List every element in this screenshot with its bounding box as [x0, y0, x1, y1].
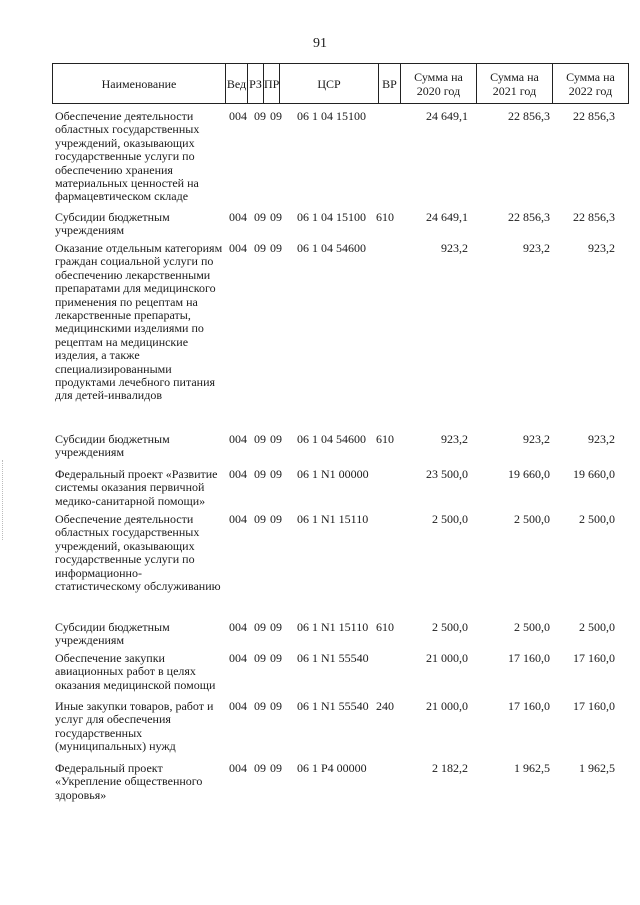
row-vr: 610 [376, 210, 394, 224]
row-pr: 09 [270, 620, 282, 634]
header-sum-2020: Сумма на 2020 год [401, 64, 477, 104]
row-ved: 004 [229, 620, 247, 634]
page-number: 91 [313, 36, 327, 51]
row-ved: 004 [229, 109, 247, 123]
row-sum-2021: 17 160,0 [508, 699, 550, 713]
row-rz: 09 [254, 651, 266, 665]
row-rz: 09 [254, 241, 266, 255]
row-sum-2020: 923,2 [441, 241, 468, 255]
row-rz: 09 [254, 620, 266, 634]
row-sum-2022: 2 500,0 [579, 620, 615, 634]
row-sum-2021: 923,2 [523, 432, 550, 446]
row-sum-2022: 17 160,0 [573, 699, 615, 713]
row-pr: 09 [270, 241, 282, 255]
header-name: Наименование [53, 64, 226, 104]
row-vr: 610 [376, 432, 394, 446]
row-sum-2020: 21 000,0 [426, 699, 468, 713]
row-sum-2021: 2 500,0 [514, 620, 550, 634]
row-ved: 004 [229, 761, 247, 775]
row-pr: 09 [270, 512, 282, 526]
row-sum-2022: 923,2 [588, 241, 615, 255]
row-csr: 06 1 N1 00000 [297, 467, 369, 481]
row-csr: 06 1 04 15100 [297, 210, 366, 224]
header-ved: Вед [226, 64, 248, 104]
row-pr: 09 [270, 651, 282, 665]
row-ved: 004 [229, 467, 247, 481]
row-sum-2021: 17 160,0 [508, 651, 550, 665]
margin-mark [2, 460, 11, 540]
row-pr: 09 [270, 210, 282, 224]
row-sum-2022: 2 500,0 [579, 512, 615, 526]
row-name: Обеспечение деятельности областных государственных учреждений, оказывающих государственные услуги по информационно-статистическому обслуживанию [55, 512, 221, 594]
row-vr: 610 [376, 620, 394, 634]
row-ved: 004 [229, 699, 247, 713]
row-csr: 06 1 04 54600 [297, 432, 366, 446]
row-sum-2020: 21 000,0 [426, 651, 468, 665]
row-sum-2020: 2 182,2 [432, 761, 468, 775]
row-sum-2020: 24 649,1 [426, 210, 468, 224]
row-sum-2021: 22 856,3 [508, 210, 550, 224]
row-name: Субсидии бюджетным учреждениям [55, 210, 170, 238]
row-vr: 240 [376, 699, 394, 713]
row-csr: 06 1 04 15100 [297, 109, 366, 123]
row-sum-2022: 22 856,3 [573, 109, 615, 123]
header-csr: ЦСР [280, 64, 379, 104]
row-ved: 004 [229, 241, 247, 255]
header-sum-2022: Сумма на 2022 год [553, 64, 629, 104]
header-rz: РЗ [248, 64, 264, 104]
row-name: Оказание отдельным категориям граждан социальной услуги по обеспечению лекарственными препаратами для медицинского применения по рецептам на лекарственные препараты, медицинскими изделиями по рецептам на медицинские изделия, а также специализированными продуктами лечебного питания для детей-инвалидов [55, 241, 223, 403]
header-sum-2021: Сумма на 2021 год [477, 64, 553, 104]
row-sum-2020: 923,2 [441, 432, 468, 446]
row-rz: 09 [254, 432, 266, 446]
row-pr: 09 [270, 761, 282, 775]
header-pr: ПР [264, 64, 280, 104]
row-csr: 06 1 P4 00000 [297, 761, 367, 775]
row-sum-2020: 24 649,1 [426, 109, 468, 123]
row-rz: 09 [254, 512, 266, 526]
row-ved: 004 [229, 512, 247, 526]
header-vr: ВР [379, 64, 401, 104]
row-rz: 09 [254, 109, 266, 123]
row-name: Иные закупки товаров, работ и услуг для обеспечения государственных (муниципальных) нужд [55, 699, 214, 754]
row-csr: 06 1 N1 15110 [297, 620, 369, 634]
row-sum-2021: 19 660,0 [508, 467, 550, 481]
row-sum-2021: 22 856,3 [508, 109, 550, 123]
row-name: Субсидии бюджетным учреждениям [55, 620, 170, 648]
row-sum-2022: 923,2 [588, 432, 615, 446]
row-rz: 09 [254, 761, 266, 775]
row-sum-2022: 17 160,0 [573, 651, 615, 665]
row-ved: 004 [229, 651, 247, 665]
row-rz: 09 [254, 699, 266, 713]
row-name: Федеральный проект «Развитие системы оказания первичной медико-санитарной помощи» [55, 467, 218, 508]
table-header [52, 63, 629, 104]
row-pr: 09 [270, 432, 282, 446]
row-pr: 09 [270, 699, 282, 713]
row-csr: 06 1 N1 55540 [297, 699, 369, 713]
row-ved: 004 [229, 210, 247, 224]
row-csr: 06 1 N1 15110 [297, 512, 369, 526]
row-name: Субсидии бюджетным учреждениям [55, 432, 170, 460]
row-rz: 09 [254, 467, 266, 481]
row-sum-2020: 2 500,0 [432, 620, 468, 634]
row-sum-2020: 2 500,0 [432, 512, 468, 526]
row-name: Федеральный проект «Укрепление общественного здоровья» [55, 761, 203, 802]
row-pr: 09 [270, 467, 282, 481]
row-name: Обеспечение закупки авиационных работ в целях оказания медицинской помощи [55, 651, 216, 692]
row-sum-2021: 2 500,0 [514, 512, 550, 526]
row-csr: 06 1 N1 55540 [297, 651, 369, 665]
row-pr: 09 [270, 109, 282, 123]
row-sum-2022: 19 660,0 [573, 467, 615, 481]
row-sum-2021: 923,2 [523, 241, 550, 255]
row-sum-2020: 23 500,0 [426, 467, 468, 481]
row-csr: 06 1 04 54600 [297, 241, 366, 255]
row-sum-2022: 1 962,5 [579, 761, 615, 775]
row-rz: 09 [254, 210, 266, 224]
row-name: Обеспечение деятельности областных государственных учреждений, оказывающих государственные услуги по обеспечению хранения материальных ценностей на фармацевтическом складе [55, 109, 200, 204]
row-sum-2021: 1 962,5 [514, 761, 550, 775]
row-ved: 004 [229, 432, 247, 446]
row-sum-2022: 22 856,3 [573, 210, 615, 224]
